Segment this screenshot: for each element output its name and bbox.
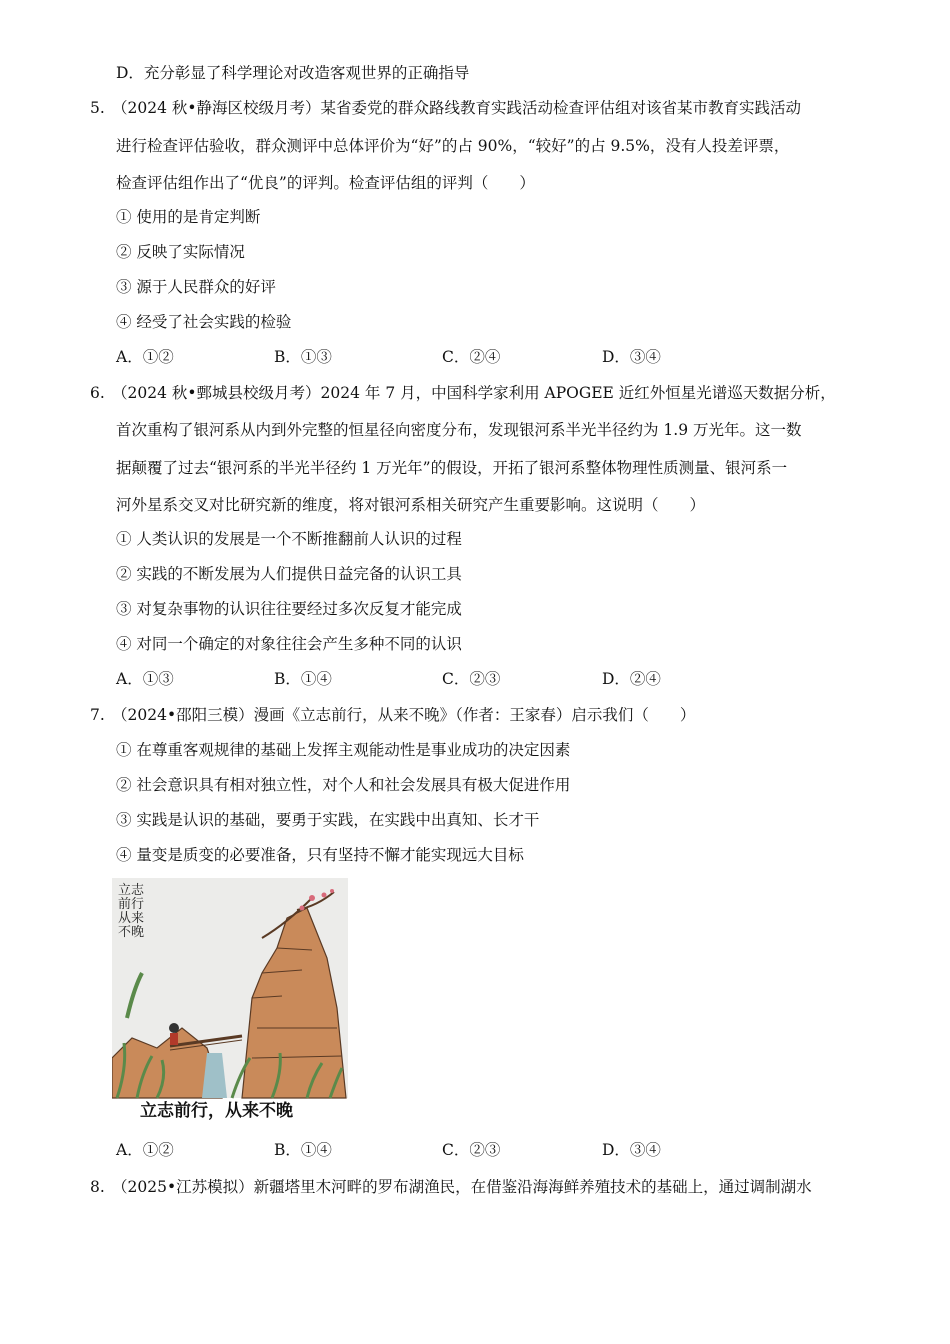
q6-stem-line-3: 据颠覆了过去“银河系的半光半径约 1 万光年”的假设，开拓了银河系整体物理性质测量、银河系一 (116, 459, 788, 477)
q8-stem-line-1: （2025•江苏模拟）新疆塔里木河畔的罗布湖渔民，在借鉴沿海海鲜养殖技术的基础上，通过调制湖水 (112, 1178, 812, 1196)
q7-stem-line-1: （2024•邵阳三模）漫画《立志前行，从来不晚》（作者：王家春）启示我们（ ） (112, 706, 696, 724)
q5-number: 5. (90, 99, 105, 117)
q7-item-4: ④ 量变是质变的必要准备，只有坚持不懈才能实现远大目标 (116, 846, 524, 864)
q7-number: 7. (90, 706, 105, 724)
q6-number: 6. (90, 384, 105, 402)
q7-item-1: ① 在尊重客观规律的基础上发挥主观能动性是事业成功的决定因素 (116, 741, 571, 759)
q7-option-b[interactable]: B．①④ (274, 1141, 332, 1159)
cartoon-image (112, 878, 348, 1124)
q7-option-a[interactable]: A．①② (116, 1141, 174, 1159)
cartoon-caption: 立志前行，从来不晚 (140, 1101, 293, 1121)
q5-stem-line-1: （2024 秋•静海区校级月考）某省委党的群众路线教育实践活动检查评估组对该省某市教育实践活动 (112, 99, 802, 117)
q5-item-4: ④ 经受了社会实践的检验 (116, 313, 292, 331)
q5-item-1: ① 使用的是肯定判断 (116, 208, 261, 226)
q7-item-3: ③ 实践是认识的基础，要勇于实践，在实践中出真知、长才干 (116, 811, 540, 829)
q6-option-a[interactable]: A．①③ (116, 670, 174, 688)
q8-number: 8. (90, 1178, 105, 1196)
q7-item-2: ② 社会意识具有相对独立性，对个人和社会发展具有极大促进作用 (116, 776, 571, 794)
cartoon-inscription-col3: 从来 (118, 911, 145, 926)
q5-option-d[interactable]: D．③④ (602, 348, 661, 366)
q5-option-a[interactable]: A．①② (116, 348, 174, 366)
q5-item-3: ③ 源于人民群众的好评 (116, 278, 276, 296)
q6-stem-line-1: （2024 秋•鄄城县校级月考）2024 年 7 月，中国科学家利用 APOGEE 近红外恒星光谱巡天数据分析， (112, 384, 836, 402)
q6-item-3: ③ 对复杂事物的认识往往要经过多次反复才能完成 (116, 600, 462, 618)
q5-option-b[interactable]: B．①③ (274, 348, 332, 366)
q5-stem-line-3: 检查评估组作出了“优良”的评判。检查评估组的评判（ ） (116, 174, 535, 192)
q5-option-c[interactable]: C．②④ (442, 348, 501, 366)
cartoon-inscription-col4: 不晚 (118, 925, 145, 940)
q5-stem-line-2: 进行检查评估验收，群众测评中总体评价为“好”的占 90%，“较好”的占 9.5%，没有人投差评票， (116, 137, 790, 155)
q6-option-b[interactable]: B．①④ (274, 670, 332, 688)
q6-item-4: ④ 对同一个确定的对象往往会产生多种不同的认识 (116, 635, 462, 653)
cartoon-inscription-col2: 前行 (118, 897, 145, 912)
q6-item-2: ② 实践的不断发展为人们提供日益完备的认识工具 (116, 565, 462, 583)
q5-item-2: ② 反映了实际情况 (116, 243, 245, 261)
q6-item-1: ① 人类认识的发展是一个不断推翻前人认识的过程 (116, 530, 462, 548)
cartoon-inscription-col1: 立志 (118, 883, 145, 898)
q6-stem-line-2: 首次重构了银河系从内到外完整的恒星径向密度分布，发现银河系半光半径约为 1.9 万光年。这一数 (116, 421, 802, 439)
q7-option-c[interactable]: C．②③ (442, 1141, 501, 1159)
q6-option-c[interactable]: C．②③ (442, 670, 501, 688)
q4-option-d: D．充分彰显了科学理论对改造客观世界的正确指导 (116, 64, 470, 82)
cartoon-illustration (112, 878, 348, 1124)
q6-stem-line-4: 河外星系交叉对比研究新的维度，将对银河系相关研究产生重要影响。这说明（ ） (116, 496, 706, 514)
q6-option-d[interactable]: D．②④ (602, 670, 661, 688)
q7-option-d[interactable]: D．③④ (602, 1141, 661, 1159)
